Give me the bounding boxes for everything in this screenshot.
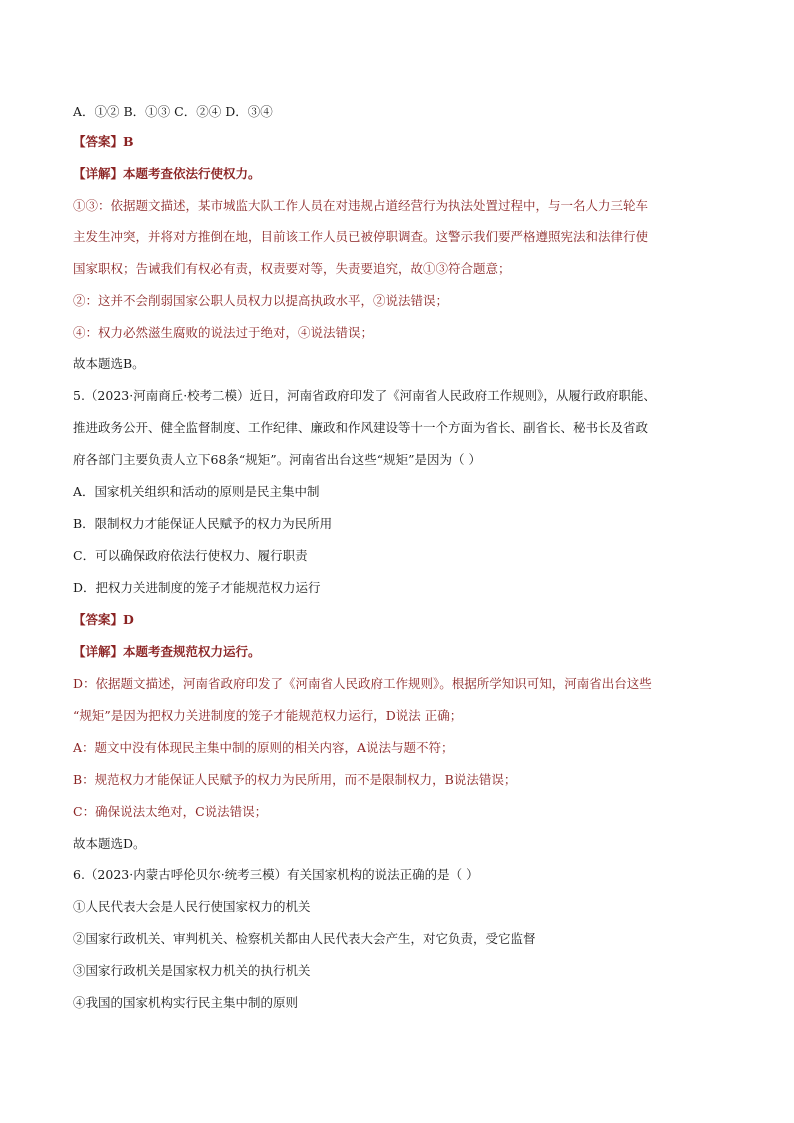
option-c: C．可以确保政府依法行使权力、履行职责 xyxy=(73,548,308,563)
explanation-line: ④：权力必然滋生腐败的说法过于绝对，④说法错误； xyxy=(73,325,374,340)
explanation-title: 【详解】本题考查规范权力运行。 xyxy=(73,644,261,659)
question-stem: 5.（2023·河南商丘·校考二模）近日，河南省政府印发了《河南省人民政府工作规则》，从履行政府职能、 xyxy=(73,388,656,403)
question-stem: 推进政务公开、健全监督制度、工作纪律、廉政和作风建设等十一个方面为省长、副省长、秘书长及省政 xyxy=(73,420,649,435)
options-line: A．①② B．①③ C．②④ D．③④ xyxy=(73,104,273,119)
statement-item: ①人民代表大会是人民行使国家权力的机关 xyxy=(73,899,311,914)
explanation-line: ②：这并不会削弱国家公职人员权力以提高执政水平，②说法错误； xyxy=(73,293,449,308)
explanation-line: ①③：依据题文描述，某市城监大队工作人员在对违规占道经营行为执法处置过程中，与一名人力三轮车 xyxy=(73,198,649,213)
explanation-line: “规矩”是因为把权力关进制度的笼子才能规范权力运行，D说法 正确； xyxy=(73,708,463,723)
explanation-title: 【详解】本题考查依法行使权力。 xyxy=(73,166,261,181)
statement-item: ④我国的国家机构实行民主集中制的原则 xyxy=(73,995,299,1010)
question-stem: 府各部门主要负责人立下68条“规矩”。河南省出台这些“规矩”是因为（ ） xyxy=(73,452,481,467)
conclusion: 故本题选D。 xyxy=(73,836,146,851)
statement-item: ③国家行政机关是国家权力机关的执行机关 xyxy=(73,963,311,978)
explanation-line: A：题文中没有体现民主集中制的原则的相关内容，A说法与题不符； xyxy=(73,740,454,755)
explanation-line: B：规范权力才能保证人民赋予的权力为民所用，而不是限制权力，B说法错误； xyxy=(73,772,517,787)
option-a: A．国家机关组织和活动的原则是民主集中制 xyxy=(73,484,320,499)
explanation-line: D：依据题文描述，河南省政府印发了《河南省人民政府工作规则》。根据所学知识可知，河南省出台这些 xyxy=(73,676,652,691)
conclusion: 故本题选B。 xyxy=(73,356,145,371)
option-b: B．限制权力才能保证人民赋予的权力为民所用 xyxy=(73,516,333,531)
explanation-line: 国家职权；告诫我们有权必有责，权责要对等，失责要追究，故①③符合题意； xyxy=(73,261,511,276)
explanation-line: 主发生冲突，并将对方推倒在地，目前该工作人员已被停职调查。这警示我们要严格遵照宪法和法律行使 xyxy=(73,229,649,244)
statement-item: ②国家行政机关、审判机关、检察机关都由人民代表大会产生，对它负责，受它监督 xyxy=(73,931,536,946)
option-d: D．把权力关进制度的笼子才能规范权力运行 xyxy=(73,580,321,595)
question-stem: 6.（2023·内蒙古呼伦贝尔·统考三模）有关国家机构的说法正确的是（ ） xyxy=(73,867,479,882)
answer-label: 【答案】B xyxy=(73,134,134,149)
answer-label: 【答案】D xyxy=(73,612,134,627)
explanation-line: C：确保说法太绝对，C说法错误； xyxy=(73,804,268,819)
